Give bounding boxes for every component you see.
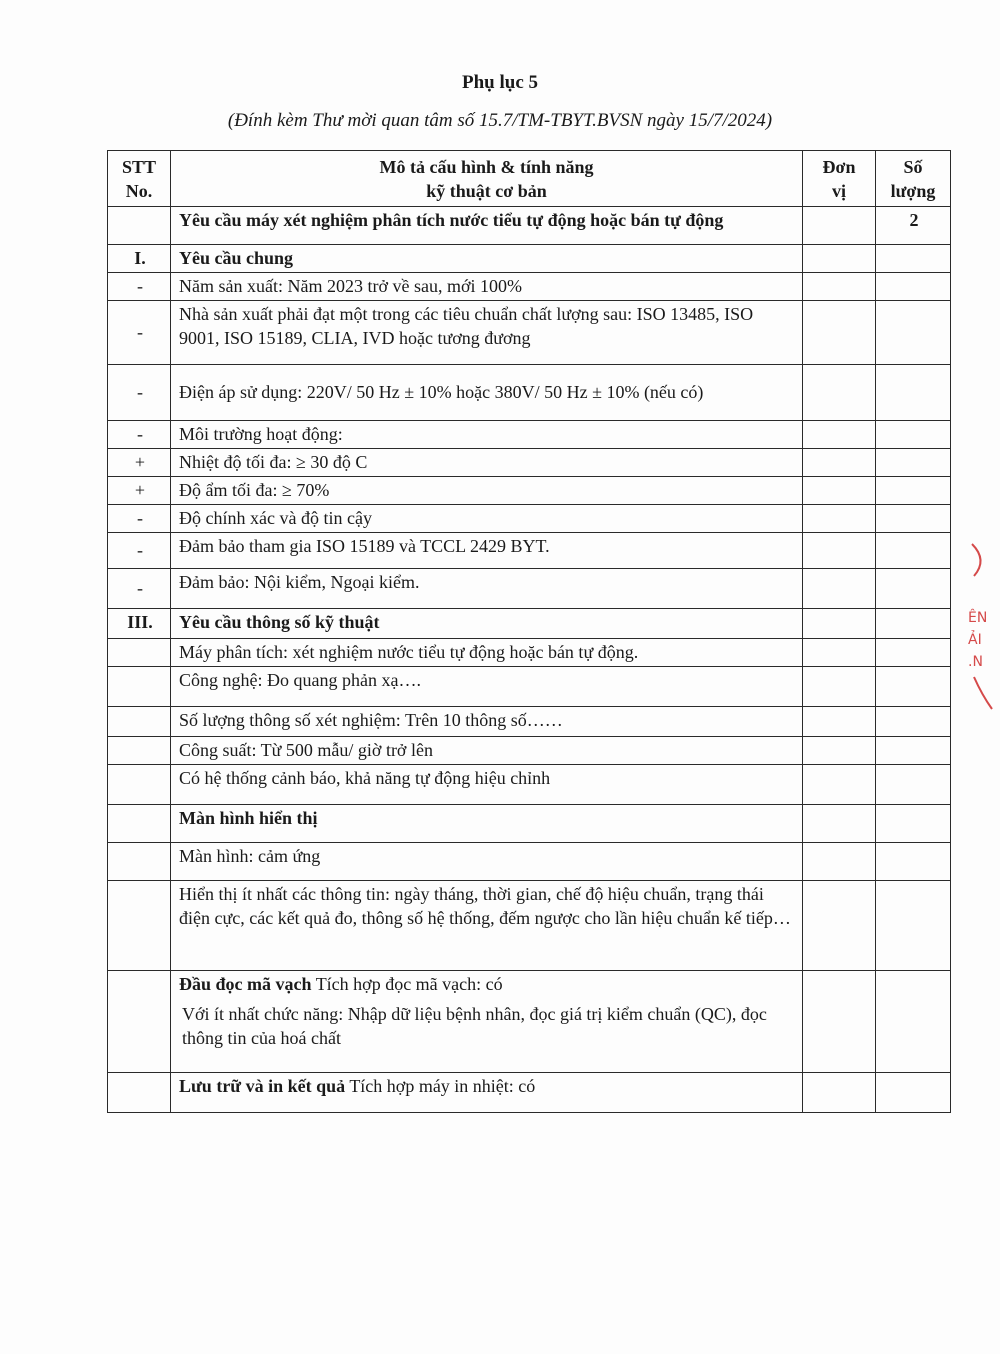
row-qty <box>876 533 951 569</box>
row-unit <box>803 805 876 843</box>
row-qty <box>876 765 951 805</box>
row-stt <box>108 1073 171 1113</box>
row-desc: Có hệ thống cảnh báo, khả năng tự động hiệu chỉnh <box>171 765 803 805</box>
row-qty <box>876 609 951 639</box>
row-unit <box>803 421 876 449</box>
row-stt <box>108 881 171 971</box>
table-row <box>108 843 951 881</box>
row-desc: Độ ẩm tối đa: ≥ 70% <box>171 477 803 505</box>
table-row <box>108 477 951 505</box>
row-qty <box>876 301 951 365</box>
row-stt <box>108 207 171 245</box>
row-qty <box>876 971 951 1073</box>
row-stt <box>108 971 171 1073</box>
row-qty <box>876 421 951 449</box>
row-desc: Nhà sản xuất phải đạt một trong các tiêu chuẩn chất lượng sau: ISO 13485, ISO 9001, ISO 15189, CLIA, IVD hoặc tương đương <box>171 301 803 365</box>
row-stt: - <box>108 505 171 533</box>
row-desc-secondary: Với ít nhất chức năng: Nhập dữ liệu bệnh nhân, đọc giá trị kiểm chuẩn (QC), đọc thông tin của hoá chất <box>182 1004 767 1048</box>
table-row <box>108 245 951 273</box>
row-desc: Đảm bảo tham gia ISO 15189 và TCCL 2429 BYT. <box>171 533 803 569</box>
table-row <box>108 533 951 569</box>
row-qty <box>876 843 951 881</box>
table-row <box>108 449 951 477</box>
table-row <box>108 737 951 765</box>
row-desc: Công nghệ: Đo quang phản xạ…. <box>171 667 803 707</box>
table-row <box>108 805 951 843</box>
specification-table <box>107 150 951 1113</box>
row-unit <box>803 449 876 477</box>
row-qty <box>876 505 951 533</box>
row-unit <box>803 667 876 707</box>
row-desc: Yêu cầu thông số kỹ thuật <box>171 609 803 639</box>
row-unit <box>803 245 876 273</box>
row-qty <box>876 449 951 477</box>
row-stt <box>108 639 171 667</box>
row-qty <box>876 569 951 609</box>
row-desc: Môi trường hoạt động: <box>171 421 803 449</box>
table-row <box>108 1073 951 1113</box>
row-qty <box>876 881 951 971</box>
row-desc: Màn hình: cảm ứng <box>171 843 803 881</box>
row-unit <box>803 843 876 881</box>
col-header-unit-line2: vị <box>831 180 846 201</box>
col-header-qty-line2: lượng <box>890 180 936 201</box>
row-qty <box>876 639 951 667</box>
row-unit <box>803 477 876 505</box>
row-desc-text: Tích hợp đọc mã vạch: có <box>311 974 503 994</box>
row-unit <box>803 207 876 245</box>
row-stt: - <box>108 301 171 365</box>
stamp-text-2: ẢI <box>968 632 982 648</box>
row-unit <box>803 639 876 667</box>
row-desc-bold: Lưu trữ và in kết quả <box>179 1076 346 1096</box>
table-header-row <box>108 151 951 207</box>
row-unit <box>803 765 876 805</box>
table-row <box>108 421 951 449</box>
table-row <box>108 639 951 667</box>
row-qty <box>876 707 951 737</box>
row-qty: 2 <box>876 207 951 245</box>
table-row <box>108 569 951 609</box>
row-unit <box>803 1073 876 1113</box>
row-desc: Màn hình hiển thị <box>171 805 803 843</box>
row-desc: Đảm bảo: Nội kiểm, Ngoại kiểm. <box>171 569 803 609</box>
row-stt <box>108 765 171 805</box>
stamp-text-3: .N <box>968 654 983 670</box>
row-desc-bold: Đầu đọc mã vạch <box>179 974 312 994</box>
row-qty <box>876 245 951 273</box>
row-stt <box>108 667 171 707</box>
table-row <box>108 971 951 1073</box>
row-unit <box>803 301 876 365</box>
row-desc: Năm sản xuất: Năm 2023 trở về sau, mới 100% <box>171 273 803 301</box>
stamp-arc-icon <box>968 540 1000 600</box>
row-desc <box>171 971 803 1073</box>
row-stt: - <box>108 533 171 569</box>
row-desc: Số lượng thông số xét nghiệm: Trên 10 thông số…… <box>171 707 803 737</box>
col-header-qty-line1: Số <box>903 156 923 177</box>
row-unit <box>803 971 876 1073</box>
row-qty <box>876 1073 951 1113</box>
row-unit <box>803 569 876 609</box>
row-unit <box>803 365 876 421</box>
row-stt: - <box>108 569 171 609</box>
table-row <box>108 667 951 707</box>
row-desc: Điện áp sử dụng: 220V/ 50 Hz ± 10% hoặc 380V/ 50 Hz ± 10% (nếu có) <box>171 365 803 421</box>
red-stamp-fragment <box>968 540 1000 740</box>
col-header-unit <box>803 151 876 207</box>
row-stt: - <box>108 421 171 449</box>
col-header-stt-line2: No. <box>125 180 153 201</box>
table-row <box>108 273 951 301</box>
table-row <box>108 881 951 971</box>
row-desc: Nhiệt độ tối đa: ≥ 30 độ C <box>171 449 803 477</box>
row-desc: Công suất: Từ 500 mẫu/ giờ trở lên <box>171 737 803 765</box>
row-stt <box>108 843 171 881</box>
row-stt: I. <box>108 245 171 273</box>
row-unit <box>803 707 876 737</box>
row-unit <box>803 533 876 569</box>
row-unit <box>803 609 876 639</box>
row-unit <box>803 881 876 971</box>
table-row <box>108 609 951 639</box>
col-header-stt-line1: STT <box>121 156 157 177</box>
row-qty <box>876 273 951 301</box>
table-row <box>108 505 951 533</box>
row-stt: - <box>108 365 171 421</box>
row-qty <box>876 667 951 707</box>
stamp-text-1: ÊN <box>968 610 988 626</box>
row-unit <box>803 505 876 533</box>
row-unit <box>803 273 876 301</box>
row-stt: III. <box>108 609 171 639</box>
col-header-unit-line1: Đơn <box>822 156 856 177</box>
table-row <box>108 365 951 421</box>
row-desc: Yêu cầu máy xét nghiệm phân tích nước tiểu tự động hoặc bán tự động <box>171 207 803 245</box>
stamp-arc-bottom-icon <box>968 673 1000 713</box>
row-desc: Yêu cầu chung <box>171 245 803 273</box>
row-desc: Độ chính xác và độ tin cậy <box>171 505 803 533</box>
row-stt <box>108 707 171 737</box>
row-desc: Hiển thị ít nhất các thông tin: ngày tháng, thời gian, chế độ hiệu chuẩn, trạng thái điện cực, các kết quả đo, thông số hệ thống, đếm ngược cho lần hiệu chuẩn kế tiếp… <box>171 881 803 971</box>
row-qty <box>876 737 951 765</box>
row-desc: Máy phân tích: xét nghiệm nước tiểu tự động hoặc bán tự động. <box>171 639 803 667</box>
document-title: Phụ lục 5 <box>461 72 539 93</box>
col-header-desc <box>171 151 803 207</box>
col-header-desc-line2: kỹ thuật cơ bản <box>426 180 547 201</box>
col-header-stt <box>108 151 171 207</box>
row-stt: - <box>108 273 171 301</box>
table-row <box>108 207 951 245</box>
col-header-desc-line1: Mô tả cấu hình & tính năng <box>379 156 594 177</box>
row-qty <box>876 805 951 843</box>
row-stt <box>108 805 171 843</box>
row-unit <box>803 737 876 765</box>
table-row <box>108 301 951 365</box>
row-stt <box>108 737 171 765</box>
row-stt: + <box>108 477 171 505</box>
table-row <box>108 707 951 737</box>
row-desc-line <box>179 972 796 996</box>
row-desc <box>171 1073 803 1113</box>
row-stt: + <box>108 449 171 477</box>
table-row <box>108 765 951 805</box>
row-qty <box>876 365 951 421</box>
col-header-qty <box>876 151 951 207</box>
row-qty <box>876 477 951 505</box>
document-subtitle: (Đính kèm Thư mời quan tâm số 15.7/TM-TBYT.BVSN ngày 15/7/2024) <box>227 110 773 131</box>
row-desc-text: Tích hợp máy in nhiệt: có <box>345 1076 536 1096</box>
